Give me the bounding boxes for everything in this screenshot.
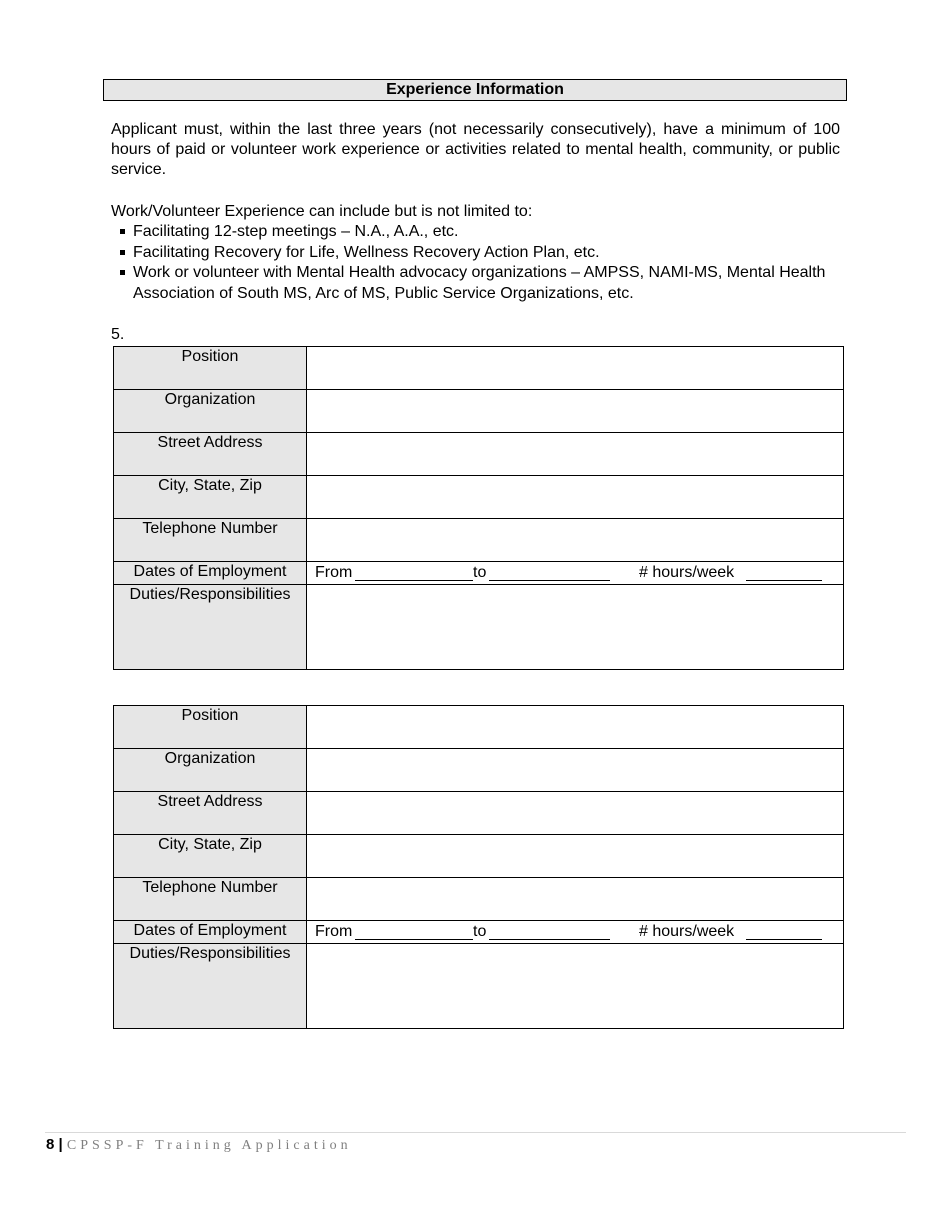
section-header: Experience Information xyxy=(103,79,847,101)
intro-paragraph: Applicant must, within the last three years (not necessarily consecutively), have a minimum of 100 hours of paid or volunteer work experience or activities related to mental health, community, or public service. xyxy=(111,121,840,178)
duties-label: Duties/Responsibilities xyxy=(114,585,307,670)
street-address-label: Street Address xyxy=(114,792,307,835)
telephone-label: Telephone Number xyxy=(114,878,307,921)
telephone-field[interactable] xyxy=(307,519,844,562)
position-label: Position xyxy=(114,706,307,749)
dates-of-employment-cell xyxy=(307,921,844,944)
dates-of-employment-label: Dates of Employment xyxy=(114,921,307,944)
experience-examples-list xyxy=(111,222,840,304)
bullet-square-icon xyxy=(120,229,125,234)
from-label: From xyxy=(315,923,353,940)
to-label: to xyxy=(473,923,487,940)
dates-of-employment-label: Dates of Employment xyxy=(114,562,307,585)
duties-field[interactable] xyxy=(307,944,844,1029)
hours-per-week-field[interactable] xyxy=(746,580,822,581)
from-date-field[interactable] xyxy=(355,580,473,581)
street-address-field[interactable] xyxy=(307,792,844,835)
street-address-field[interactable] xyxy=(307,433,844,476)
page-number: 8 xyxy=(46,1136,55,1153)
from-label: From xyxy=(315,564,353,581)
hours-per-week-label: # hours/week xyxy=(639,923,735,940)
organization-field[interactable] xyxy=(307,749,844,792)
list-lead: Work/Volunteer Experience can include but is not limited to: xyxy=(111,203,533,220)
list-item: Facilitating Recovery for Life, Wellness Recovery Action Plan, etc. xyxy=(111,243,840,264)
city-state-zip-field[interactable] xyxy=(307,835,844,878)
footer-divider xyxy=(45,1132,906,1133)
position-field[interactable] xyxy=(307,347,844,390)
organization-field[interactable] xyxy=(307,390,844,433)
footer-separator: | xyxy=(58,1136,63,1153)
page-footer xyxy=(46,1136,352,1155)
dates-of-employment-cell xyxy=(307,562,844,585)
city-state-zip-label: City, State, Zip xyxy=(114,476,307,519)
telephone-field[interactable] xyxy=(307,878,844,921)
experience-table-1 xyxy=(113,346,844,670)
list-item: Facilitating 12-step meetings – N.A., A.A., etc. xyxy=(111,222,840,243)
item-number: 5. xyxy=(111,326,125,343)
organization-label: Organization xyxy=(114,749,307,792)
hours-per-week-label: # hours/week xyxy=(639,564,735,581)
hours-per-week-field[interactable] xyxy=(746,939,822,940)
from-date-field[interactable] xyxy=(355,939,473,940)
city-state-zip-label: City, State, Zip xyxy=(114,835,307,878)
position-field[interactable] xyxy=(307,706,844,749)
list-item: Work or volunteer with Mental Health advocacy organizations – AMPSS, NAMI-MS, Mental Health Association of South MS, Arc of MS, Public Service Organizations, etc. xyxy=(111,263,840,304)
organization-label: Organization xyxy=(114,390,307,433)
to-date-field[interactable] xyxy=(489,939,610,940)
document-name: CPSSP-F Training Application xyxy=(66,1138,352,1153)
city-state-zip-field[interactable] xyxy=(307,476,844,519)
position-label: Position xyxy=(114,347,307,390)
experience-table-2 xyxy=(113,705,844,1029)
bullet-square-icon xyxy=(120,270,125,275)
telephone-label: Telephone Number xyxy=(114,519,307,562)
duties-field[interactable] xyxy=(307,585,844,670)
to-label: to xyxy=(473,564,487,581)
duties-label: Duties/Responsibilities xyxy=(114,944,307,1029)
street-address-label: Street Address xyxy=(114,433,307,476)
bullet-square-icon xyxy=(120,250,125,255)
to-date-field[interactable] xyxy=(489,580,610,581)
